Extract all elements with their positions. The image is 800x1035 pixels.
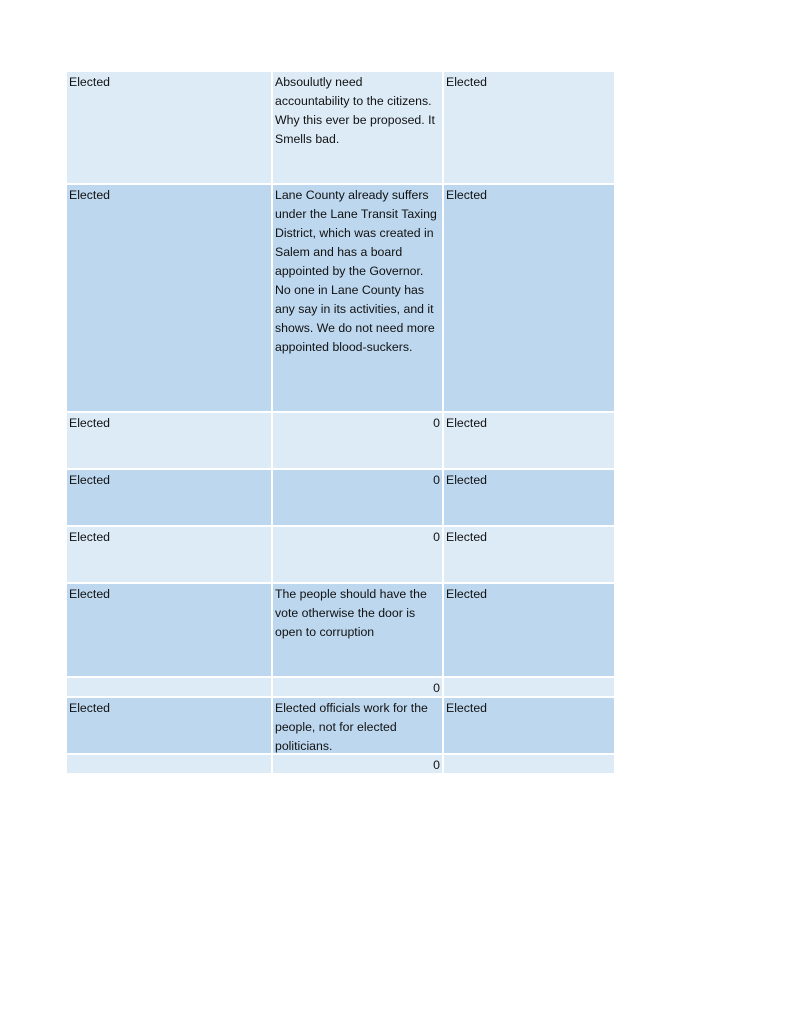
- cell-col1: Elected: [67, 413, 273, 468]
- table-row: [67, 527, 614, 582]
- cell-col2: 0: [273, 470, 444, 525]
- cell-col1: Elected: [67, 527, 273, 582]
- cell-col3: Elected: [446, 530, 488, 544]
- cell-col2: Absoulutly need accountability to the citizens. Why this ever be proposed. It Smells bad.: [273, 72, 444, 183]
- cell-col3: Elected: [446, 188, 488, 202]
- cell-col2: 0: [273, 678, 444, 696]
- cell-col3: [444, 678, 614, 696]
- cell-col3: Elected: [446, 473, 488, 487]
- cell-col2: Lane County already suffers under the Lane Transit Taxing District, which was created in Salem and has a board appointed by the Governor. No one in Lane County has any say in its activities, and it shows. We do not need more appointed blood-suckers.: [273, 185, 444, 411]
- cell-col1: Elected: [67, 698, 273, 753]
- cell-col1: Elected: [67, 185, 273, 411]
- cell-col2: 0: [273, 413, 444, 468]
- cell-col3: Elected: [446, 416, 488, 430]
- cell-col3: Elected: [446, 701, 488, 715]
- table-row: [67, 185, 614, 411]
- table-row: [67, 413, 614, 468]
- table-row: [67, 678, 614, 696]
- cell-col1: [67, 755, 273, 773]
- table-row: [67, 698, 614, 753]
- spreadsheet-table: [67, 72, 614, 773]
- cell-col2: 0: [273, 755, 444, 773]
- table-row: [67, 470, 614, 525]
- cell-col3: Elected: [446, 587, 488, 601]
- table-row: [67, 584, 614, 676]
- cell-col2: The people should have the vote otherwise the door is open to corruption: [273, 584, 444, 676]
- cell-col1: Elected: [67, 470, 273, 525]
- cell-col2: Elected officials work for the people, not for elected politicians.: [273, 698, 444, 753]
- table-row: [67, 755, 614, 773]
- cell-col1: Elected: [67, 584, 273, 676]
- cell-col2: 0: [273, 527, 444, 582]
- cell-col1: [67, 678, 273, 696]
- cell-col1: Elected: [67, 72, 273, 183]
- table-row: [67, 72, 614, 183]
- cell-col3: [444, 755, 614, 773]
- cell-col3: Elected: [446, 75, 488, 89]
